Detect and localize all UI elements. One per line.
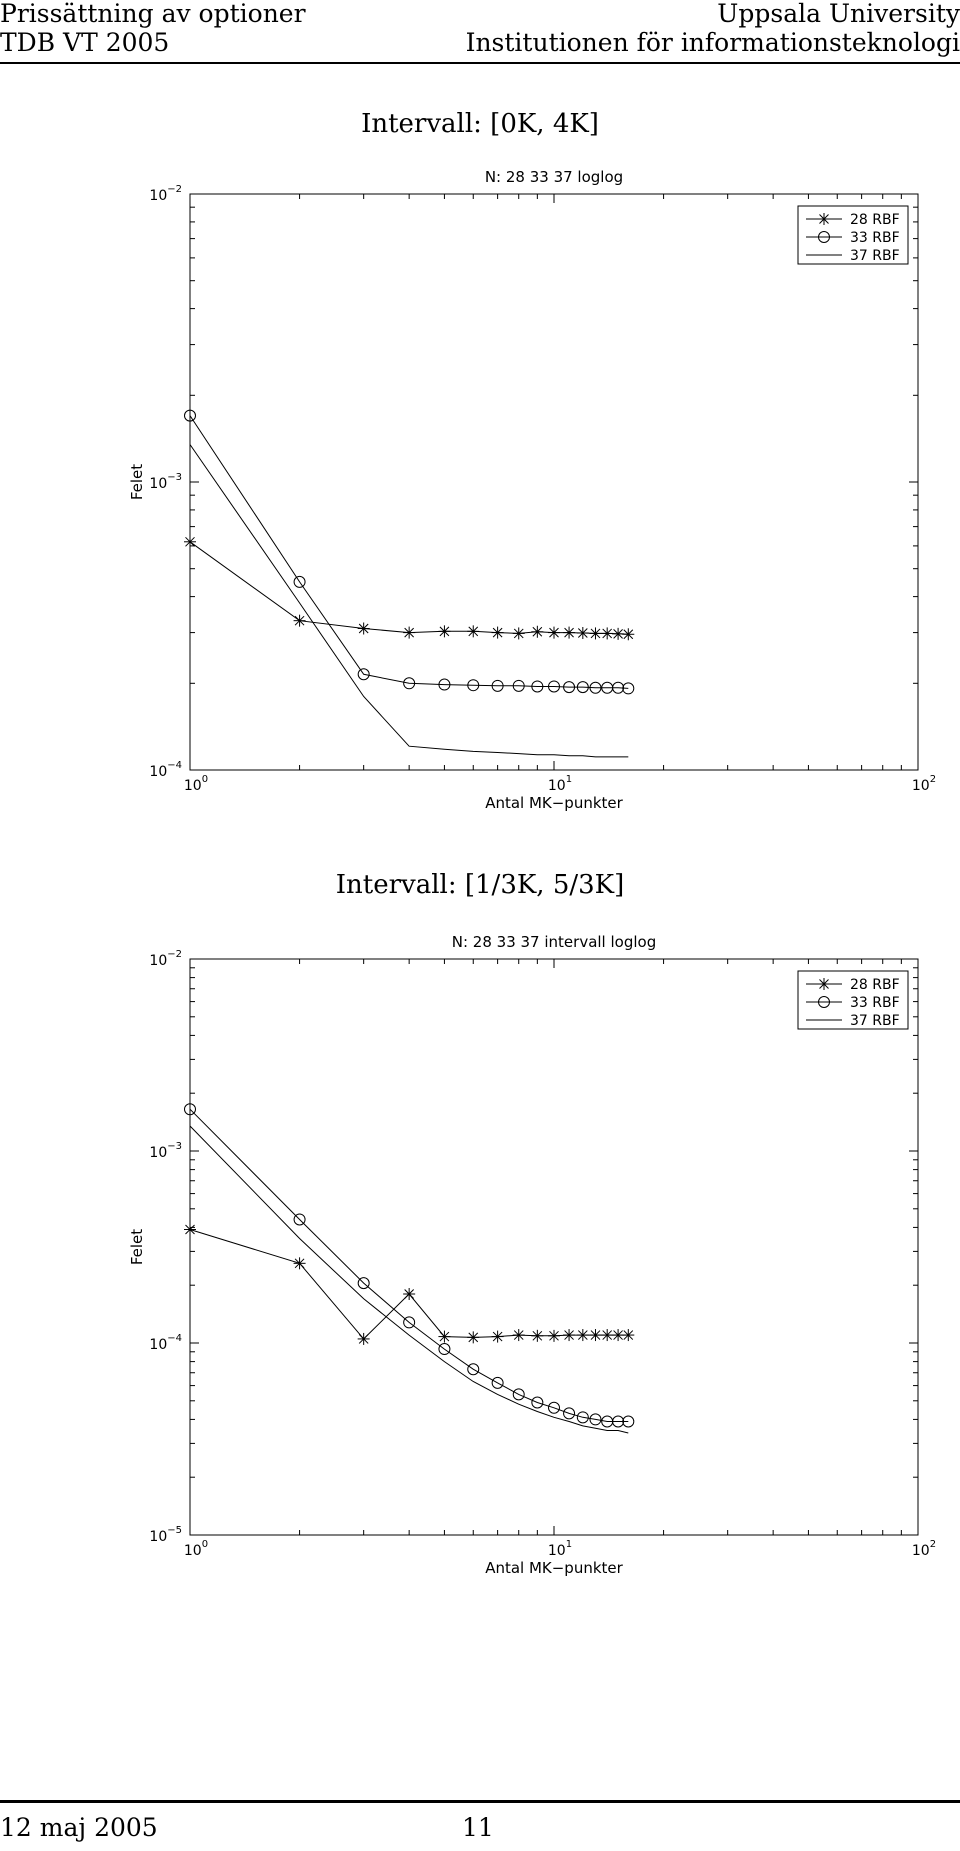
y-tick-label: $10^{-5}$ [149,1525,182,1545]
data-point [612,1329,624,1341]
series-line-28-rbf [190,542,628,635]
x-tick-label: $10^1$ [547,774,573,794]
data-point [492,627,504,639]
legend-marker [818,213,830,225]
data-point [294,1257,306,1269]
legend-marker [818,978,830,990]
data-point [548,1330,560,1342]
x-tick-label: $10^0$ [183,774,209,794]
data-point [563,627,575,639]
series-line-33-rbf [190,1109,628,1421]
course-title: Prissättning av optioner [0,0,306,28]
footer-rule [0,1800,960,1803]
legend-label: 28 RBF [850,212,900,228]
data-point [184,536,196,548]
x-tick-label: $10^0$ [183,1539,209,1559]
legend-label: 33 RBF [850,995,900,1011]
legend-label: 28 RBF [850,977,900,993]
section-title-1: Intervall: [0K, 4K] [361,109,599,139]
y-tick-label: $10^{-3}$ [149,472,182,492]
series-line-37-rbf [190,1126,628,1433]
data-point [563,1329,575,1341]
data-point [358,622,370,634]
data-point [531,1330,543,1342]
section-title-2: Intervall: [1/3K, 5/3K] [335,870,625,900]
data-point [467,1331,479,1343]
chart-title: N: 28 33 37 loglog [484,168,624,186]
y-tick-label: $10^{-3}$ [149,1141,182,1161]
data-point [403,627,415,639]
y-tick-label: $10^{-2}$ [149,949,182,969]
data-point [589,1329,601,1341]
data-point [577,627,589,639]
course-code: TDB VT 2005 [0,28,170,57]
data-point [601,1329,613,1341]
data-point [403,1288,415,1300]
data-point [184,1224,196,1236]
y-tick-label: $10^{-2}$ [149,184,182,204]
data-point [358,1333,370,1345]
data-point [548,627,560,639]
data-point [531,626,543,638]
x-tick-label: $10^1$ [547,1539,573,1559]
plot-frame [190,959,918,1535]
y-tick-label: $10^{-4}$ [149,760,182,780]
data-point [492,1331,504,1343]
page-number: 11 [462,1813,494,1842]
data-point [622,628,634,640]
header-rule [0,62,960,64]
data-point [589,627,601,639]
data-point [601,627,613,639]
data-point [294,615,306,627]
series-line-37-rbf [190,445,628,757]
x-tick-label: $10^2$ [911,1539,937,1559]
data-point [438,1331,450,1343]
chart-2 [0,915,960,1595]
department-name: Institutionen för informationsteknologi [465,28,960,57]
y-axis-label: Felet [128,463,146,501]
legend-label: 33 RBF [850,230,900,246]
university-name: Uppsala University [717,0,960,28]
x-axis-label: Antal MK−punkter [485,794,623,812]
data-point [513,1329,525,1341]
series-line-33-rbf [190,416,628,689]
data-point [438,625,450,637]
legend-label: 37 RBF [850,248,900,264]
plot-frame [190,194,918,770]
data-point [622,1329,634,1341]
y-tick-label: $10^{-4}$ [149,1333,182,1353]
data-point [513,627,525,639]
x-tick-label: $10^2$ [911,774,937,794]
data-point [467,625,479,637]
legend-label: 37 RBF [850,1013,900,1029]
data-point [577,1329,589,1341]
chart-1 [0,150,960,830]
x-axis-label: Antal MK−punkter [485,1559,623,1577]
footer-date: 12 maj 2005 [0,1813,158,1842]
chart-title: N: 28 33 37 intervall loglog [451,933,657,951]
data-point [612,628,624,640]
y-axis-label: Felet [128,1228,146,1266]
